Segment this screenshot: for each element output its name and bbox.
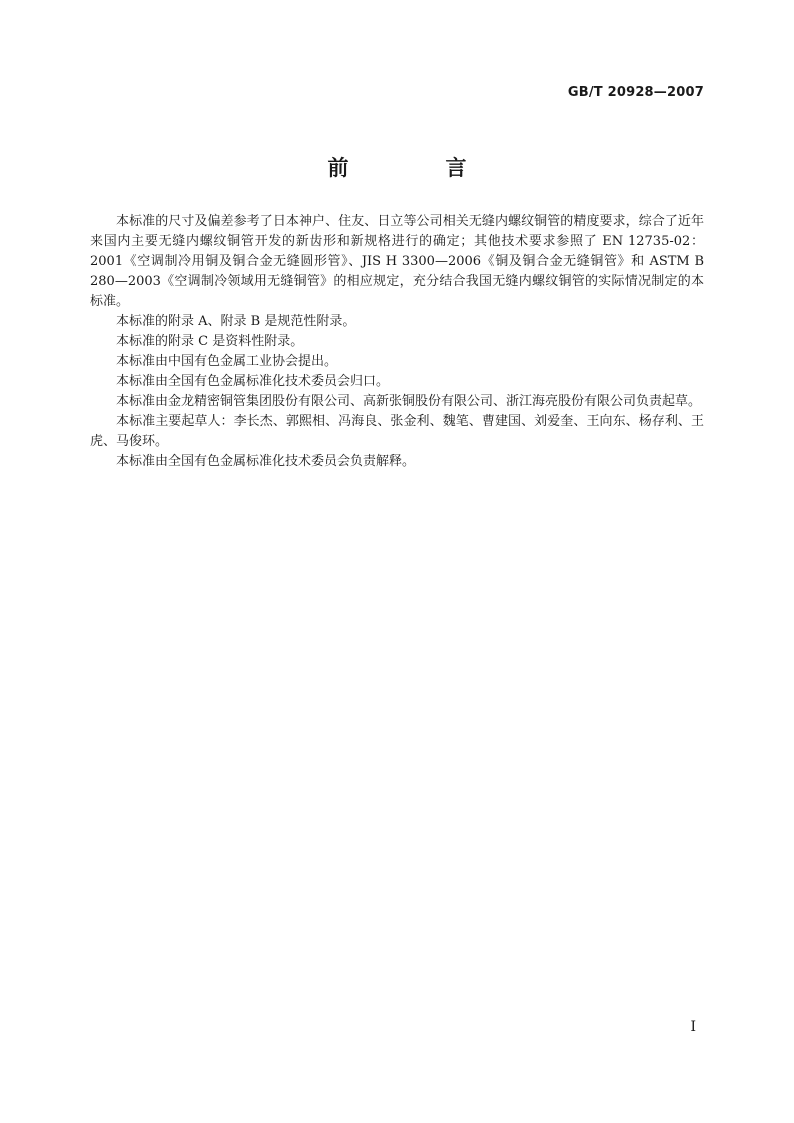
foreword-body xyxy=(90,212,704,472)
paragraph-references: 本标准的尺寸及偏差参考了日本神户、住友、日立等公司相关无缝内螺纹铜管的精度要求，综合了近年来国内主要无缝内螺纹铜管开发的新齿形和新规格进行的确定；其他技术要求参照了 EN 12735-02：2001《空调制冷用铜及铜合金无缝圆形管》、JIS H 3300—2006《铜及铜合金无缝铜管》和 ASTM B 280—2003《空调制冷领域用无缝铜管》的相应规定，充分结合我国无缝内螺纹铜管的实际情况制定的本标准。 xyxy=(90,214,704,309)
page-title: 前 言 xyxy=(327,156,505,180)
paragraph-interpretation: 本标准由全国有色金属标准化技术委员会负责解释。 xyxy=(116,454,416,469)
paragraph-drafted-by: 本标准由金龙精密铜管集团股份有限公司、高新张铜股份有限公司、浙江海亮股份有限公司负责起草。 xyxy=(116,394,702,409)
paragraph-informative-annex: 本标准的附录 C 是资料性附录。 xyxy=(116,334,304,349)
paragraph-administered-by: 本标准由全国有色金属标准化技术委员会归口。 xyxy=(116,374,390,389)
standard-code: GB/T 20928—2007 xyxy=(567,85,704,100)
paragraph-normative-annex: 本标准的附录 A、附录 B 是规范性附录。 xyxy=(116,314,356,329)
page-number: I xyxy=(690,1019,696,1035)
paragraph-proposed-by: 本标准由中国有色金属工业协会提出。 xyxy=(116,354,338,369)
paragraph-drafters: 本标准主要起草人：李长杰、郭熙相、冯海良、张金利、魏笔、曹建国、刘爱奎、王向东、杨存利、王虎、马俊环。 xyxy=(90,414,704,449)
